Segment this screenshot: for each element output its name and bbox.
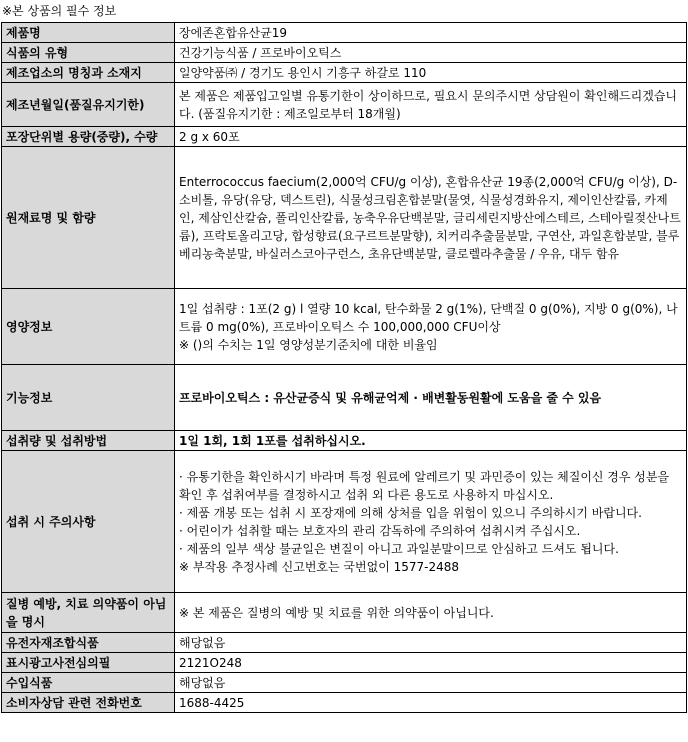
row-value	[175, 83, 687, 127]
row-value	[175, 693, 687, 713]
row-label: 섭취 시 주의사항	[2, 451, 175, 593]
table-row	[2, 593, 687, 633]
row-value	[175, 127, 687, 147]
product-info-table	[1, 22, 687, 713]
table-row	[2, 147, 687, 289]
table-row	[2, 127, 687, 147]
table-row	[2, 693, 687, 713]
value-line: · 어린이가 섭취할 때는 보호자의 관리 감독하에 주의하여 섭취시켜 주십시오.	[179, 523, 581, 538]
row-value	[175, 673, 687, 693]
value-line: 일양약품㈜ / 경기도 용인시 기흥구 하갈로 110	[179, 65, 427, 80]
value-line: ※ 부작용 추정사례 신고번호는 국번없이 1577-2488	[179, 559, 460, 574]
row-label: 제조년월일(품질유지기한)	[2, 83, 175, 127]
value-line: Enterrococcus faecium(2,000억 CFU/g 이상), 혼합유산균 19종(2,000억 CFU/g 이상), D-소비톨, 유당(유당, 덱스트린), 식물성크림혼합분말(물엿, 식물성경화유지, 제이인산칼륨, 카제인, 제삼인산칼슘, 폴리인산칼륨, 농축우유단백분말, 글리세린지방산에스테르, 스테아릴젖산나트륨), 프락토올리고당, 합성향료(요구르트분말향), 치커리추출물분말, 구연산, 과일혼합분말, 블루베리농축분말, 바실러스코아구런스, 초유단백분말, 클로렐라추출물 / 우유, 대두 함유	[179, 174, 681, 261]
row-value	[175, 451, 687, 593]
table-row	[2, 431, 687, 451]
row-value	[175, 365, 687, 431]
table-row	[2, 653, 687, 673]
value-line: 1일 섭취량 : 1포(2 g) l 열량 10 kcal, 탄수화물 2 g(1%), 단백질 0 g(0%), 지방 0 g(0%), 나트륨 0 mg(0%), 프로바이오틱스 수 100,000,000 CFU이상	[179, 301, 678, 334]
value-line: 프로바이오틱스 : 유산균증식 및 유해균억제 · 배변활동원활에 도움을 줄 수 있음	[179, 390, 602, 405]
row-value	[175, 653, 687, 673]
value-line: ※ ()의 수치는 1일 영양성분기준치에 대한 비율임	[179, 337, 438, 352]
table-row	[2, 63, 687, 83]
row-label: 유전자재조합식품	[2, 633, 175, 653]
row-value	[175, 593, 687, 633]
row-label: 기능정보	[2, 365, 175, 431]
table-row	[2, 23, 687, 43]
row-value	[175, 633, 687, 653]
value-line: 1일 1회, 1회 1포를 섭취하십시오.	[179, 433, 366, 448]
row-label: 소비자상담 관련 전화번호	[2, 693, 175, 713]
row-label: 수입식품	[2, 673, 175, 693]
value-line: · 제품의 일부 색상 불균일은 변질이 아니고 과일분말이므로 안심하고 드셔도 됩니다.	[179, 541, 619, 556]
table-row	[2, 365, 687, 431]
value-line: 장에존혼합유산균19	[179, 25, 288, 40]
value-line: ※ 본 제품은 질병의 예방 및 치료를 위한 의약품이 아닙니다.	[179, 605, 494, 620]
table-row	[2, 43, 687, 63]
row-value	[175, 63, 687, 83]
value-line: 2121O248	[179, 655, 242, 670]
value-line: 본 제품은 제품입고일별 유통기한이 상이하므로, 필요시 문의주시면 상담원이 확인해드리겠습니다. (품질유지기한 : 제조일로부터 18개월)	[179, 88, 678, 121]
row-value	[175, 431, 687, 451]
row-label: 식품의 유형	[2, 43, 175, 63]
row-label: 섭취량 및 섭취방법	[2, 431, 175, 451]
table-row	[2, 83, 687, 127]
row-label: 영양정보	[2, 289, 175, 365]
row-label: 제품명	[2, 23, 175, 43]
row-value	[175, 147, 687, 289]
table-row	[2, 451, 687, 593]
row-value	[175, 23, 687, 43]
value-line: · 제품 개봉 또는 섭취 시 포장재에 의해 상처를 입을 위험이 있으니 주의하시기 바랍니다.	[179, 505, 642, 520]
row-value	[175, 43, 687, 63]
value-line: · 유통기한을 확인하시기 바라며 특정 원료에 알레르기 및 과민증이 있는 체질이신 경우 성분을 확인 후 섭취여부를 결정하시고 섭취 외 다른 용도로 사용하지 마십시오.	[179, 469, 670, 502]
table-row	[2, 633, 687, 653]
row-label: 질병 예방, 치료 의약품이 아님을 명시	[2, 593, 175, 633]
row-label: 제조업소의 명칭과 소재지	[2, 63, 175, 83]
value-line: 건강기능식품 / 프로바이오틱스	[179, 45, 342, 60]
table-row	[2, 289, 687, 365]
table-row	[2, 673, 687, 693]
value-line: 해당없음	[179, 635, 226, 650]
value-line: 2 g x 60포	[179, 129, 240, 144]
section-caption: ※본 상품의 필수 정보	[2, 4, 117, 18]
value-line: 해당없음	[179, 675, 226, 690]
row-value	[175, 289, 687, 365]
value-line: 1688-4425	[179, 695, 245, 710]
row-label: 원재료명 및 함량	[2, 147, 175, 289]
row-label: 표시광고사전심의필	[2, 653, 175, 673]
row-label: 포장단위별 용량(중량), 수량	[2, 127, 175, 147]
